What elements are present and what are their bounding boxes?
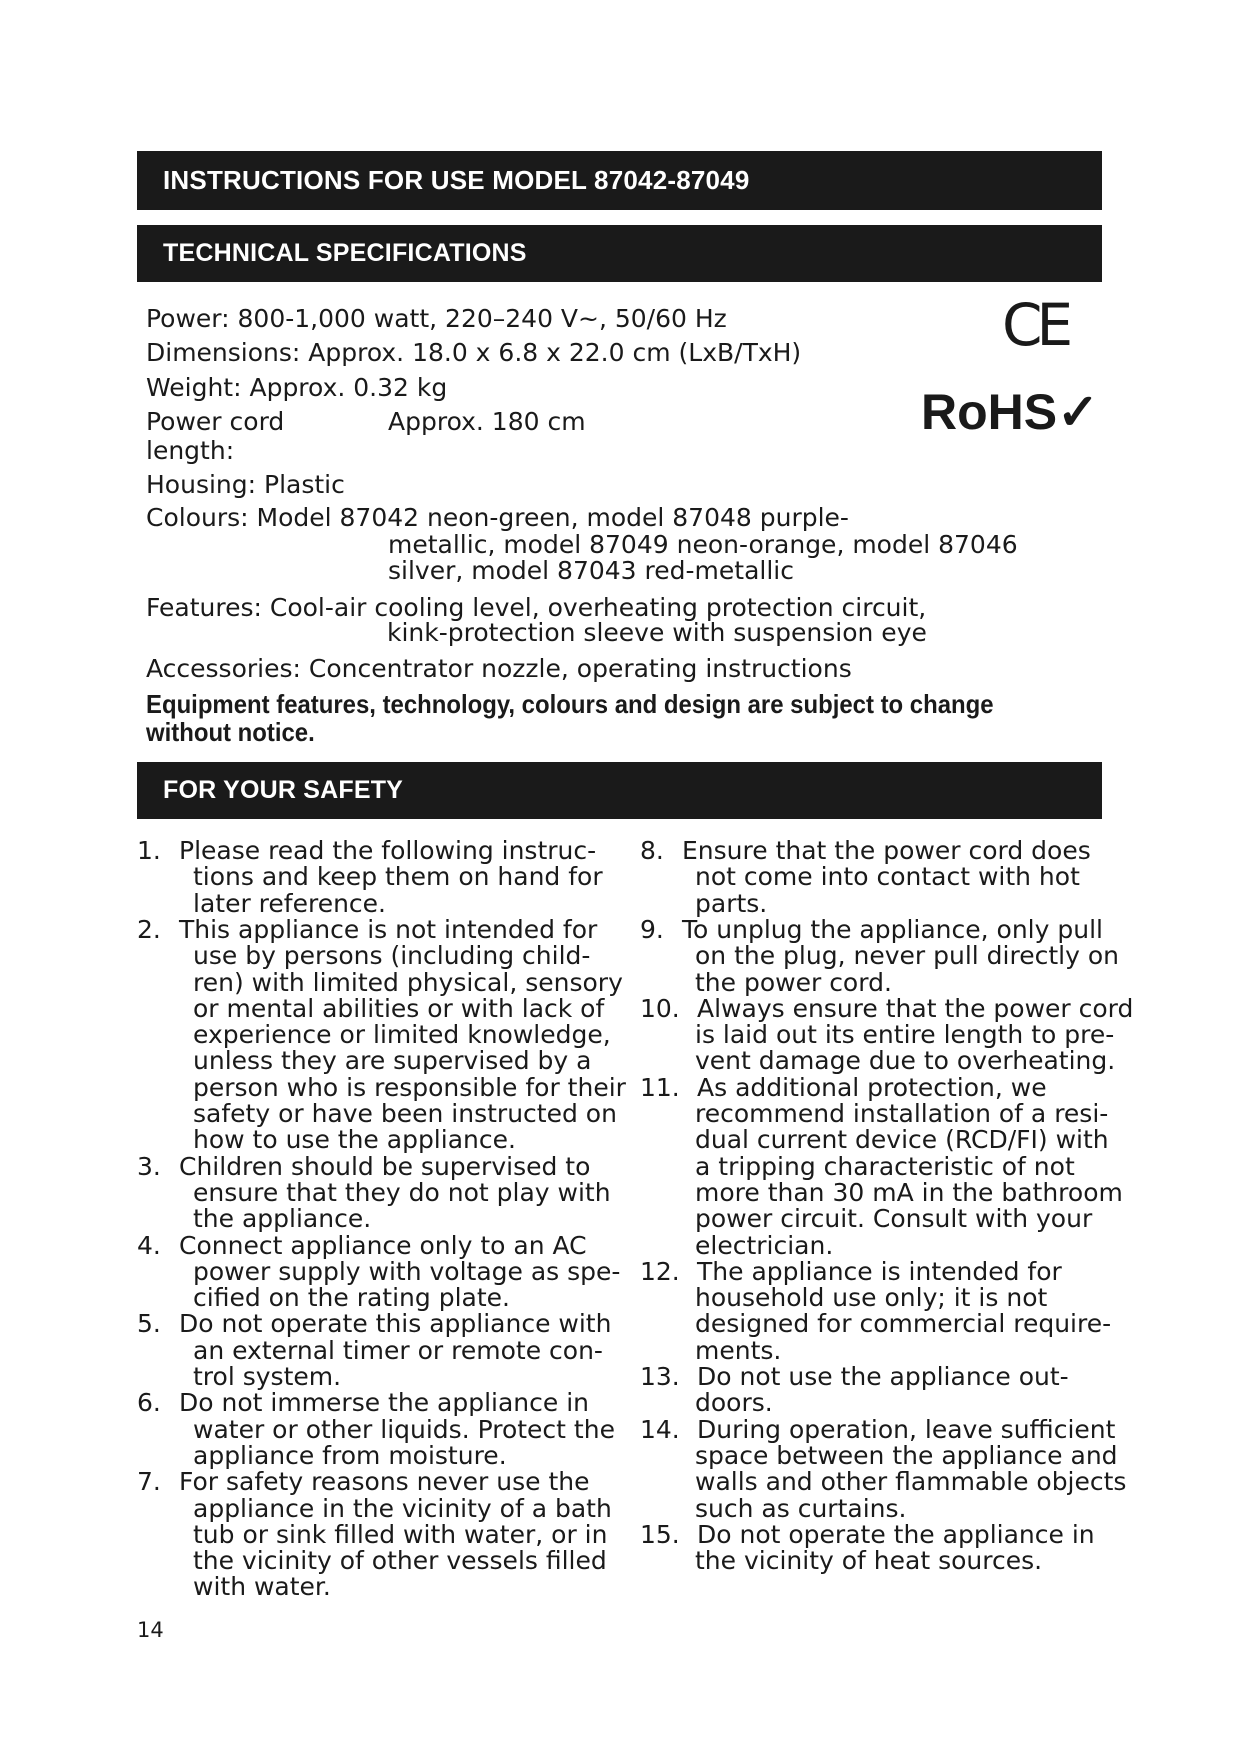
- safety-item-number: 12.: [640, 1256, 680, 1286]
- safety-item-line: the vicinity of heat sources.: [695, 1546, 1043, 1576]
- spec-colours-line-2: metallic, model 87049 neon-orange, model 87046: [388, 530, 1018, 559]
- safety-item-line: power circuit. Consult with your: [695, 1204, 1093, 1234]
- safety-item-line: space between the appliance and: [695, 1440, 1118, 1470]
- safety-item-line: such as curtains.: [695, 1493, 907, 1523]
- safety-item-line: Do not immerse the appliance in: [179, 1388, 589, 1418]
- safety-item-line: tub or sink filled with water, or in: [193, 1519, 608, 1549]
- spec-dimensions: Dimensions: Approx. 18.0 x 6.8 x 22.0 cm (LxB/TxH): [146, 338, 802, 367]
- safety-item-line: trol system.: [193, 1362, 342, 1391]
- safety-item-number: 10.: [640, 993, 680, 1023]
- safety-item-line: not come into contact with hot: [695, 862, 1080, 892]
- safety-item-line: is laid out its entire length to pre-: [695, 1020, 1115, 1050]
- safety-item-line: experience or limited knowledge,: [193, 1020, 611, 1050]
- safety-item-line: For safety reasons never use the: [179, 1467, 590, 1497]
- safety-item-line: Children should be supervised to: [179, 1151, 591, 1181]
- safety-heading: FOR YOUR SAFETY: [163, 776, 404, 804]
- safety-item-line: The appliance is intended for: [697, 1256, 1062, 1286]
- technical-specifications-heading: TECHNICAL SPECIFICATIONS: [163, 239, 527, 267]
- safety-item-number: 5.: [137, 1309, 161, 1339]
- safety-item-line: dual current device (RCD/FI) with: [695, 1125, 1109, 1155]
- safety-item-line: the vicinity of other vessels filled: [193, 1546, 607, 1576]
- safety-item-number: 15.: [640, 1519, 680, 1549]
- safety-item-number: 6.: [137, 1388, 161, 1418]
- safety-item-line: parts.: [695, 888, 768, 918]
- safety-item-line: with water.: [193, 1572, 331, 1602]
- safety-item-line: how to use the appliance.: [193, 1125, 516, 1155]
- safety-item-line: Please read the following instruc-: [179, 836, 597, 865]
- safety-item-line: more than 30 mA in the bathroom: [695, 1177, 1123, 1207]
- safety-item-line: power supply with voltage as spe-: [193, 1256, 621, 1286]
- spec-features: Features: Cool-air cooling level, overheating protection circuit,: [146, 593, 927, 622]
- safety-item-number: 13.: [640, 1362, 680, 1391]
- safety-item-line: household use only; it is not: [695, 1283, 1048, 1313]
- safety-item-line: Connect appliance only to an AC: [179, 1230, 587, 1260]
- safety-item-line: ments.: [695, 1335, 782, 1365]
- safety-item-number: 8.: [640, 836, 664, 865]
- safety-item-line: As additional protection, we: [697, 1072, 1047, 1102]
- safety-item-number: 7.: [137, 1467, 161, 1497]
- rohs-mark-icon: RoHS✓: [921, 384, 1100, 440]
- spec-cord-label-2: length:: [146, 436, 235, 465]
- safety-item-line: Do not operate the appliance in: [697, 1519, 1095, 1549]
- safety-bar: [137, 762, 1102, 819]
- change-notice: Equipment features, technology, colours and design are subject to change: [146, 689, 994, 719]
- safety-item-line: This appliance is not intended for: [179, 914, 598, 944]
- safety-item-line: appliance from moisture.: [193, 1440, 507, 1470]
- safety-item-number: 4.: [137, 1230, 161, 1260]
- safety-item-line: appliance in the vicinity of a bath: [193, 1493, 612, 1523]
- technical-specifications-bar: [137, 225, 1102, 282]
- safety-item-line: the appliance.: [193, 1204, 372, 1234]
- safety-item-line: a tripping characteristic of not: [695, 1151, 1075, 1181]
- safety-item-line: unless they are supervised by a: [193, 1046, 592, 1076]
- spec-cord-value: Approx. 180 cm: [388, 407, 586, 436]
- spec-accessories: Accessories: Concentrator nozzle, operating instructions: [146, 654, 852, 683]
- safety-item-line: tions and keep them on hand for: [193, 862, 603, 892]
- spec-colours: Colours: Model 87042 neon-green, model 87048 purple-: [146, 503, 849, 532]
- spec-cord-label: Power cord: [146, 407, 285, 436]
- safety-item-line: Ensure that the power cord does: [682, 836, 1091, 865]
- safety-item-line: use by persons (including child-: [193, 941, 591, 971]
- spec-colours-line-3: silver, model 87043 red-metallic: [388, 556, 794, 585]
- document-title: INSTRUCTIONS FOR USE MODEL 87042-87049: [163, 165, 750, 195]
- safety-item-line: person who is responsible for their: [193, 1072, 626, 1102]
- safety-item-line: During operation, leave sufficient: [697, 1414, 1116, 1444]
- safety-item-line: Do not use the appliance out-: [697, 1362, 1069, 1391]
- ce-mark-icon: CE: [1002, 291, 1068, 359]
- safety-item-line: ren) with limited physical, sensory: [193, 967, 623, 997]
- safety-item-number: 14.: [640, 1414, 680, 1444]
- page-number: 14: [137, 1618, 164, 1642]
- safety-item-number: 1.: [137, 836, 161, 865]
- safety-item-line: water or other liquids. Protect the: [193, 1414, 615, 1444]
- safety-item-line: the power cord.: [695, 967, 892, 997]
- safety-item-line: vent damage due to overheating.: [695, 1046, 1116, 1076]
- safety-item-number: 2.: [137, 914, 161, 944]
- safety-item-number: 11.: [640, 1072, 680, 1102]
- safety-item-line: Always ensure that the power cord: [697, 993, 1134, 1023]
- change-notice-line-2: without notice.: [146, 717, 315, 747]
- safety-item-line: cified on the rating plate.: [193, 1283, 510, 1313]
- safety-item-line: safety or have been instructed on: [193, 1099, 617, 1128]
- safety-item-number: 3.: [137, 1151, 161, 1181]
- document-title-bar: [137, 151, 1102, 210]
- safety-item-line: electrician.: [695, 1230, 834, 1260]
- safety-item-line: recommend installation of a resi-: [695, 1099, 1109, 1128]
- safety-item-number: 9.: [640, 914, 664, 944]
- safety-item-line: designed for commercial require-: [695, 1309, 1112, 1339]
- spec-power: Power: 800-1,000 watt, 220–240 V~, 50/60 Hz: [146, 304, 727, 333]
- safety-item-line: later reference.: [193, 888, 386, 918]
- safety-item-line: To unplug the appliance, only pull: [682, 914, 1103, 944]
- safety-item-line: doors.: [695, 1388, 773, 1418]
- safety-item-line: on the plug, never pull directly on: [695, 941, 1119, 971]
- safety-item-line: walls and other flammable objects: [695, 1467, 1127, 1497]
- safety-item-line: Do not operate this appliance with: [179, 1309, 612, 1339]
- spec-weight: Weight: Approx. 0.32 kg: [146, 373, 448, 402]
- safety-item-line: or mental abilities or with lack of: [193, 993, 605, 1023]
- safety-item-line: ensure that they do not play with: [193, 1177, 611, 1207]
- spec-features-line-2: kink-protection sleeve with suspension eye: [387, 618, 927, 647]
- safety-item-line: an external timer or remote con-: [193, 1335, 603, 1365]
- spec-housing: Housing: Plastic: [146, 470, 345, 499]
